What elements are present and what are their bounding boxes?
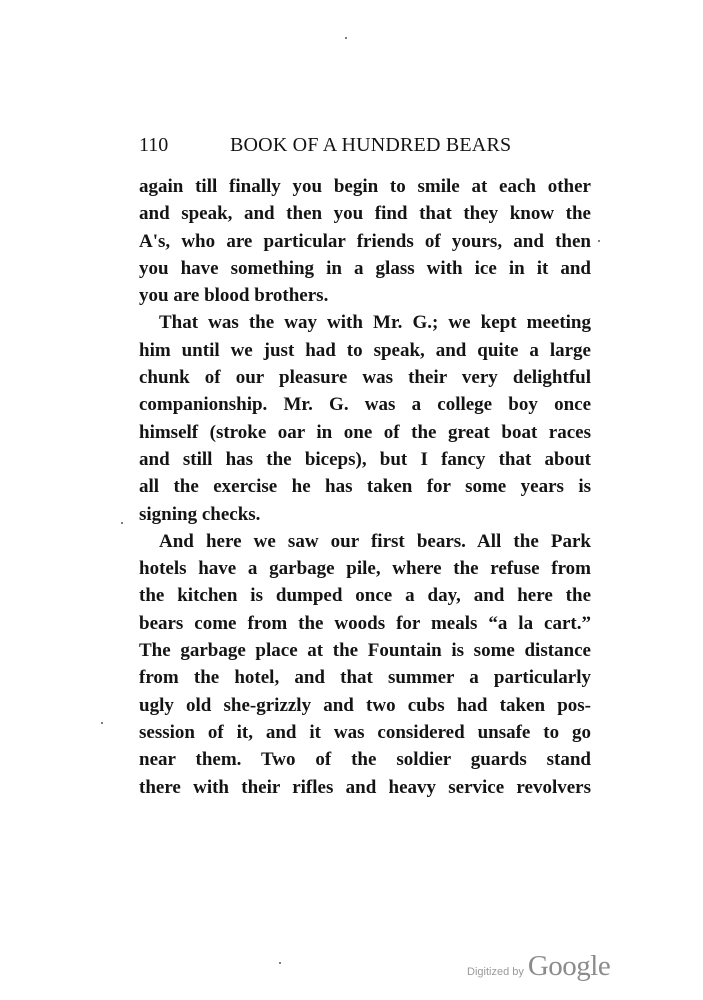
digitized-watermark <box>467 950 610 983</box>
text-line: and speak, and then you find that they know the <box>139 203 591 225</box>
text-line: and still has the biceps), but I fancy that about <box>139 448 591 470</box>
text-line: again till finally you begin to smile at each other <box>139 176 591 197</box>
page-header <box>139 128 591 162</box>
text-line: the kitchen is dumped once a day, and here the <box>139 585 591 607</box>
text-line: The garbage place at the Fountain is some distance <box>139 640 591 662</box>
scan-speck <box>121 522 123 524</box>
text-line: near them. Two of the soldier guards stand <box>139 749 591 771</box>
text-line: And here we saw our first bears. All the Park <box>159 530 591 552</box>
text-line: companionship. Mr. G. was a college boy once <box>139 394 591 416</box>
text-line: you are blood brothers. <box>139 285 329 307</box>
text-line: A's, who are particular friends of yours, and then <box>139 230 591 252</box>
page-number: 110 <box>139 134 169 156</box>
watermark-prefix: Digitized by <box>467 966 524 978</box>
text-line: him until we just had to speak, and quite a large <box>139 339 591 361</box>
text-line: bears come from the woods for meals “a la cart.” <box>139 612 591 634</box>
text-line: himself (stroke oar in one of the great boat races <box>139 421 591 443</box>
scan-speck <box>101 722 103 724</box>
text-line: you have something in a glass with ice in it and <box>139 257 591 279</box>
body-text <box>139 173 591 801</box>
text-line: there with their rifles and heavy service revolvers <box>139 776 591 798</box>
text-line: all the exercise he has taken for some years is <box>139 476 591 498</box>
google-logo: Google <box>527 950 611 982</box>
text-line: signing checks. <box>139 503 261 525</box>
scan-speck <box>598 240 600 242</box>
text-line: That was the way with Mr. G.; we kept meeting <box>159 312 591 334</box>
text-line: from the hotel, and that summer a particularly <box>139 667 591 689</box>
text-line: chunk of our pleasure was their very delightful <box>139 367 591 389</box>
text-line: session of it, and it was considered unsafe to go <box>139 721 591 743</box>
text-line: hotels have a garbage pile, where the refuse from <box>139 558 591 580</box>
text-line: ugly old she-grizzly and two cubs had taken pos- <box>139 694 591 716</box>
scan-speck <box>279 962 281 964</box>
running-title: BOOK OF A HUNDRED BEARS <box>230 134 512 156</box>
scan-speck <box>345 37 347 39</box>
